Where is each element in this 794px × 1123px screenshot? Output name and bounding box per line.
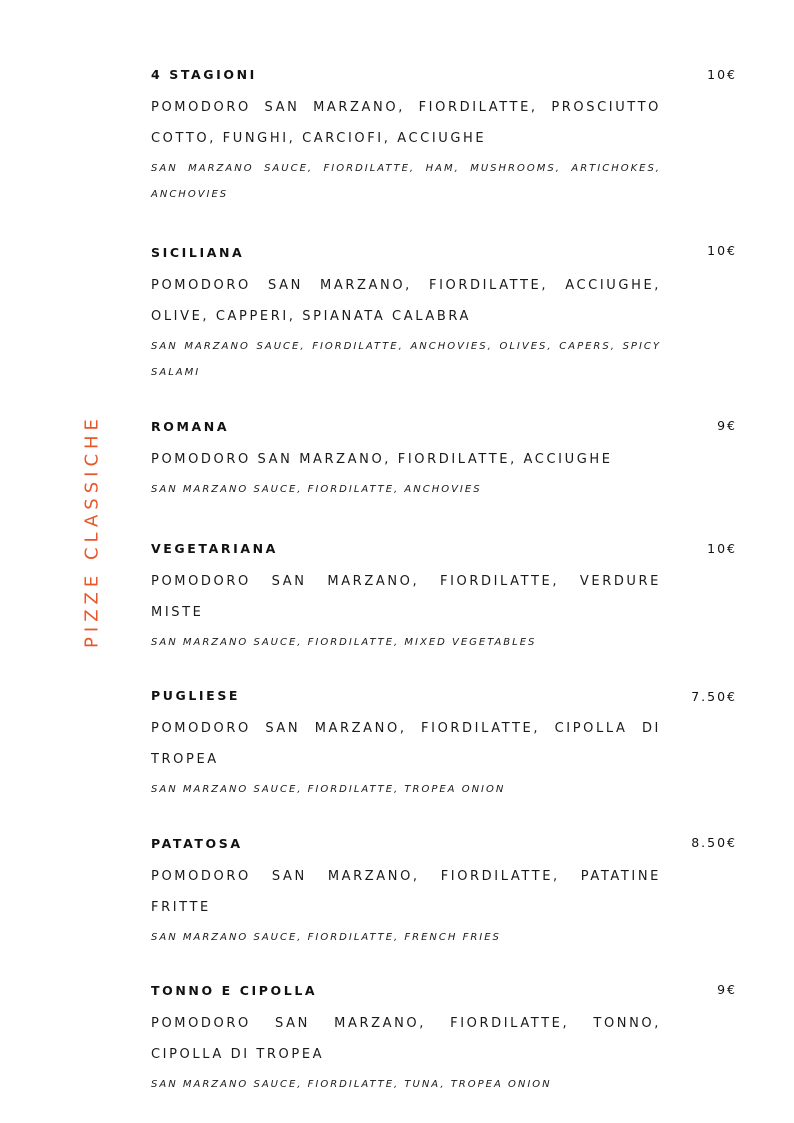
item-name: PATATOSA xyxy=(151,836,243,851)
item-ingredients-en: SAN MARZANO SAUCE, FIORDILATTE, MIXED VEGETABLES xyxy=(151,637,537,648)
item-ingredients-it: POMODORO SAN MARZANO, FIORDILATTE, ACCIUGHE, OLIVE, CAPPERI, SPIANATA CALABRA xyxy=(151,278,661,324)
item-ingredients-en: SAN MARZANO SAUCE, FIORDILATTE, TUNA, TROPEA ONION xyxy=(151,1079,552,1090)
menu-item xyxy=(151,983,661,1098)
item-price: 8.50€ xyxy=(691,835,737,850)
item-ingredients-it: POMODORO SAN MARZANO, FIORDILATTE, PROSCIUTTO COTTO, FUNGHI, CARCIOFI, ACCIUGHE xyxy=(151,100,661,146)
item-name: SICILIANA xyxy=(151,245,245,260)
item-ingredients-it: POMODORO SAN MARZANO, FIORDILATTE, ACCIUGHE xyxy=(151,452,613,467)
menu-item xyxy=(151,67,661,208)
item-name: PUGLIESE xyxy=(151,688,241,703)
item-price: 7.50€ xyxy=(691,689,737,704)
item-name: TONNO E CIPOLLA xyxy=(151,983,318,998)
item-name: ROMANA xyxy=(151,419,230,434)
item-ingredients-en: SAN MARZANO SAUCE, FIORDILATTE, FRENCH FRIES xyxy=(151,932,501,943)
menu-item xyxy=(151,836,661,951)
item-price: 10€ xyxy=(707,243,737,258)
menu-item xyxy=(151,688,661,803)
item-name: 4 STAGIONI xyxy=(151,67,257,82)
section-title: PIZZE CLASSICHE xyxy=(81,414,103,648)
item-ingredients-en: SAN MARZANO SAUCE, FIORDILATTE, HAM, MUSHROOMS, ARTICHOKES, ANCHOVIES xyxy=(151,163,661,200)
item-price: 10€ xyxy=(707,541,737,556)
menu-item xyxy=(151,541,661,656)
item-price: 10€ xyxy=(707,67,737,82)
item-ingredients-en: SAN MARZANO SAUCE, FIORDILATTE, ANCHOVIES, OLIVES, CAPERS, SPICY SALAMI xyxy=(151,341,661,378)
item-ingredients-it: POMODORO SAN MARZANO, FIORDILATTE, CIPOLLA DI TROPEA xyxy=(151,721,661,767)
item-ingredients-en: SAN MARZANO SAUCE, FIORDILATTE, ANCHOVIES xyxy=(151,484,482,495)
item-name: VEGETARIANA xyxy=(151,541,278,556)
menu-item xyxy=(151,419,661,503)
item-price: 9€ xyxy=(717,982,737,997)
item-ingredients-en: SAN MARZANO SAUCE, FIORDILATTE, TROPEA ONION xyxy=(151,784,506,795)
item-ingredients-it: POMODORO SAN MARZANO, FIORDILATTE, TONNO, CIPOLLA DI TROPEA xyxy=(151,1016,661,1062)
menu-item xyxy=(151,245,661,386)
item-price: 9€ xyxy=(717,418,737,433)
item-ingredients-it: POMODORO SAN MARZANO, FIORDILATTE, PATATINE FRITTE xyxy=(151,869,661,915)
item-ingredients-it: POMODORO SAN MARZANO, FIORDILATTE, VERDURE MISTE xyxy=(151,574,661,620)
